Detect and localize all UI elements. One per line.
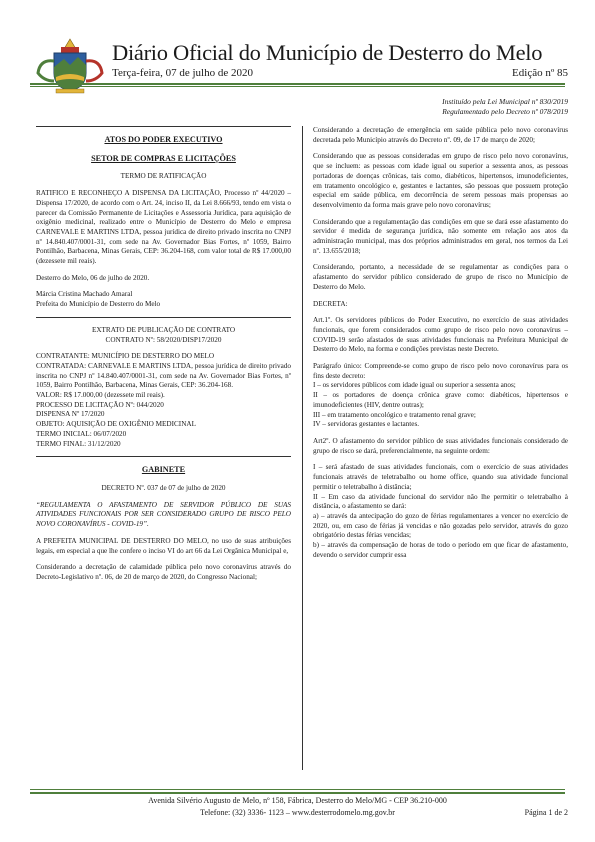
article-2: Art2º. O afastamento do servidor público de suas atividades funcionais considerado de grupo de risco se dará, preferencialmente, na seguinte ordem:: [313, 436, 568, 455]
section-divider: [36, 126, 291, 127]
order-2: II – Em caso da atividade funcional do servidor não lhe permitir o teletrabalho à distância, o afastamento se dará:: [313, 492, 568, 511]
decree-considering-3: Considerando que as pessoas consideradas em grupo de risco pelo novo coronavírus, que se incluem: as pessoas com idade igual ou superior a sessenta anos, as pessoas portadoras de doenças crônicas, tais como, diabéticos, hipertensos, imunodeficientes, em tratamento oncológico e, gestantes e lactantes, são pessoas que possuem proteção especial em saúde pública, em decorrência de serem pessoas mais propensas ao desenvolvimento da forma mais grave pelo novo coronavírus;: [313, 152, 568, 209]
end-date: TERMO FINAL: 31/12/2020: [36, 439, 121, 448]
footer-rule-thin: [30, 789, 565, 790]
section-heading-executive: ATOS DO PODER EXECUTIVO: [104, 135, 223, 144]
decree-considering-4: Considerando que a regulamentação das condições em que se dará esse afastamento do servidor é medida de segurança jurídica, não somente em relação aos atos da administração municipal, mas dos próprios administrados em geral, nos termos da Lei nº. 13.655/2018;: [313, 217, 568, 255]
start-date: TERMO INICIAL: 06/07/2020: [36, 429, 127, 438]
ratification-title: TERMO DE RATIFICAÇÃO: [120, 172, 207, 181]
order-1: I – será afastado de suas atividades funcionais, com o exercício de suas atividades funcionais através de teletrabalho ou home office, quando sua atividade funcional permitir o teletrabalho à distância;: [313, 463, 568, 491]
header-rule-thick: [30, 83, 565, 85]
decree-decrees: DECRETA:: [313, 299, 348, 308]
decree-considering-5: Considerando, portanto, a necessidade de se regulamentar as condições para o afastamento do servidor público considerado de grupo de risco no Município de Desterro do Melo.: [313, 263, 568, 291]
item-1: I – os servidores públicos com idade igual ou superior a sessenta anos;: [313, 381, 516, 390]
section-divider: [36, 456, 291, 457]
column-divider: [302, 126, 303, 770]
item-4: IV – servidoras gestantes e lactantes.: [313, 420, 420, 429]
item-2: II – os portadores de doença crônica grave como: diabéticos, hipertensos e imunodeficientes (HIV, dentre outras);: [313, 391, 568, 409]
contract-value: VALOR: R$ 17.000,00 (dezessete mil reais).: [36, 391, 165, 400]
article-1: Art.1º. Os servidores públicos do Poder Executivo, no exercício de suas atividades funcionais, que forem considerados como grupo de risco pelo novo coronavírus – COVID-19 serão afastados de suas atividades funcionais na Prefeitura Municipal de Desterro do Melo, na forma e condições previstas neste Decreto.: [313, 316, 568, 354]
section-divider: [36, 317, 291, 318]
order-2b: b) – através da compensação de horas de todo o período em que ficar de afastamento, devendo o servidor cumprir essa: [313, 541, 568, 559]
publication-date: Terça-feira, 07 de julho de 2020: [112, 67, 253, 79]
decree-considering-2: Considerando a decretação de emergência em saúde pública pelo novo coronavírus decretada pelo Município através do Decreto nº. 09, de 17 de março de 2020;: [313, 126, 568, 144]
ratification-place-date: Desterro do Melo, 06 de julho de 2020.: [36, 273, 150, 282]
section-heading-purchasing: SETOR DE COMPRAS E LICITAÇÕES: [91, 153, 236, 163]
edition-number: Edição nº 85: [512, 67, 568, 79]
decree-considering-1: Considerando a decretação de calamidade pública pelo novo coronavírus através do Decreto-Legislativo nº. 06, de 20 de março de 2020, do Congresso Nacional;: [36, 563, 291, 581]
contract-extract-title: EXTRATO DE PUBLICAÇÃO DE CONTRATO: [91, 325, 236, 334]
section-heading-cabinet: GABINETE: [141, 465, 186, 475]
ratification-text: RATIFICO E RECONHEÇO A DISPENSA DA LICITAÇÃO, Processo nº 44/2020 – Dispensa 17/2020, de acordo com o Art. 24, inciso II, da Lei 8.666/93, tendo em vista o parecer da Comissão Permanente de Licitações e Assessoria Jurídica, para aquisição de oxigênio medicinal, realizado entre o Município de Desterro do Melo e empresa CARNEVALE E MARTINS LTDA, pessoa jurídica de direito privado inscrita no CNPJ nº 14.840.407/0001-31, com sede na Av. Governador Bias Fortes, nº 1059, Bairro Pontilhão, Barbacena, Minas Gerais, CEP: 36.204-168, com valor total de R$ 17.000,00 (dezessete mil reais).: [36, 189, 291, 266]
header-rule-thin: [30, 86, 565, 87]
footer-contact: Telefone: (32) 3336- 1123 – www.desterrodomelo.mg.gov.br: [200, 808, 395, 817]
left-column: [36, 126, 291, 590]
right-column: [313, 126, 568, 560]
contracted-party: CONTRATADA: CARNEVALE E MARTINS LTDA, pessoa jurídica de direito privado inscrita no CNPJ nº 14.840.407/0001-31, com sede na Av. Governador Bias Fortes, nº 1059, Bairro Pontilhão, Barbacena, Minas Gerais, CEP: 36.204-168.: [36, 361, 291, 390]
signatory-role: Prefeita do Município de Desterro do Melo: [36, 300, 161, 309]
signatory-name: Márcia Cristina Machado Amaral: [36, 290, 133, 299]
decree-preamble: A PREFEITA MUNICIPAL DE DESTERRO DO MELO, no uso de suas atribuições legais, em especial a que lhe confere o inciso VI do art 66 da Lei Orgânica Municipal e,: [36, 536, 291, 555]
page-title: Diário Oficial do Município de Desterro do Melo: [112, 40, 543, 65]
decree-title: DECRETO Nº. 037 de 07 de julho de 2020: [101, 483, 226, 492]
contract-number: CONTRATO Nº: 58/2020/DISP17/2020: [105, 335, 222, 344]
order-2a: a) – através da antecipação do gozo de férias regulamentares a vencer no exercício de 2020, ou, em caso de férias já vencidas e não gozadas pelo servidor, através do gozo obrigatório destas férias vencidas;: [313, 511, 568, 540]
regulation-decree: Regulamentado pelo Decreto nº 078/2019: [442, 107, 568, 116]
institution-law: Instituído pela Lei Municipal nº 830/2019: [442, 97, 568, 106]
page-number: Página 1 de 2: [524, 808, 568, 817]
waiver-number: DISPENSA Nº 17/2020: [36, 410, 105, 419]
decree-summary: “REGULAMENTA O AFASTAMENTO DE SERVIDOR PÚBLICO DE SUAS ATIVIDADES FUNCIONAIS POR SER CONSIDERADO GRUPO DE RISCO PELO NOVO CORONAVÍRUS - COVID-19”.: [36, 500, 291, 529]
footer-rule-thick: [30, 792, 565, 794]
bidding-process: PROCESSO DE LICITAÇÃO Nº: 044/2020: [36, 400, 164, 409]
contract-object: OBJETO: AQUISIÇÃO DE OXIGÊNIO MEDICINAL: [36, 420, 196, 429]
institution-note: [442, 97, 568, 117]
item-3: III – em tratamento oncológico e tratamento renal grave;: [313, 410, 476, 419]
sole-paragraph: Parágrafo único: Compreende-se como grupo de risco pelo novo coronavírus para os fins deste decreto:: [313, 362, 568, 380]
footer-address: Avenida Silvério Augusto de Melo, nº 158, Fábrica, Desterro do Melo/MG - CEP 36.210-000: [148, 796, 447, 805]
contracting-party: CONTRATANTE: MUNICÍPIO DE DESTERRO DO MELO: [36, 352, 215, 361]
